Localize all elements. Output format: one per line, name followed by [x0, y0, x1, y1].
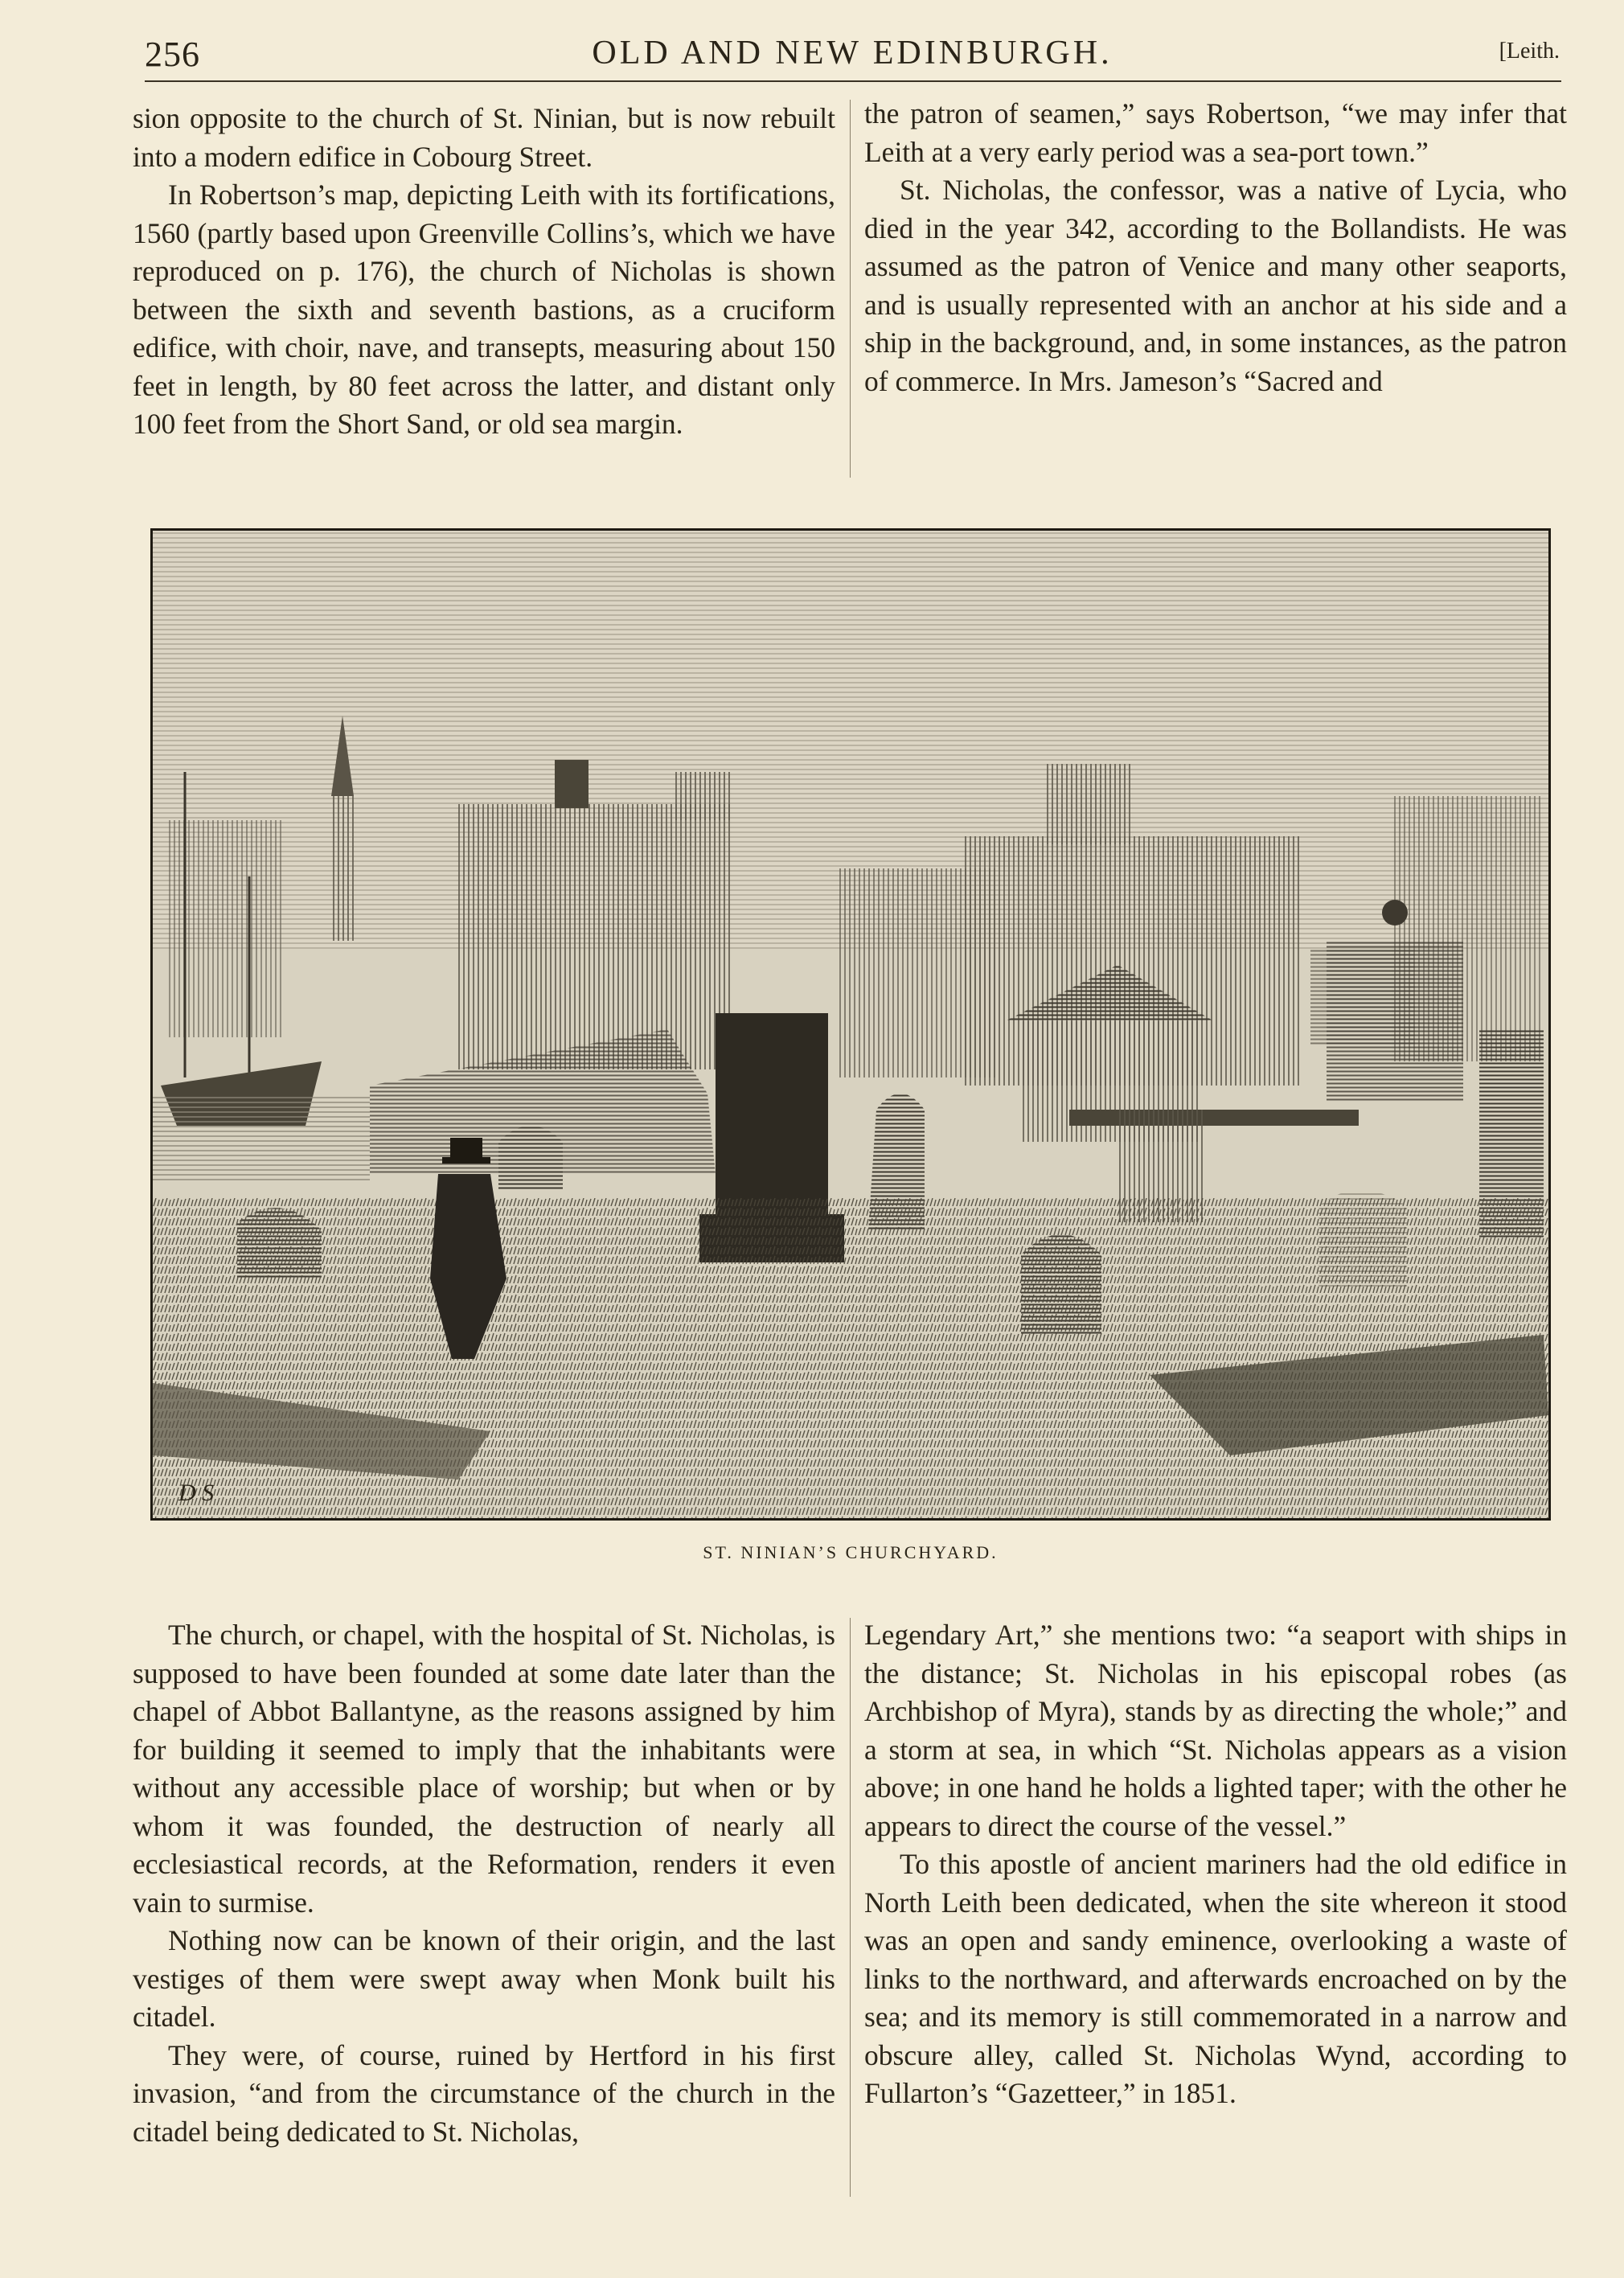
- figure-caption: ST. NINIAN’S CHURCHYARD.: [703, 1542, 999, 1562]
- column-top-right: [864, 95, 1567, 400]
- page-number: 256: [145, 35, 200, 74]
- running-head: [145, 31, 1560, 79]
- engraving-st-ninians-churchyard: [150, 528, 1551, 1521]
- churchyard-illustration: [153, 531, 1548, 1518]
- paragraph: To this apostle of ancient mariners had the old edifice in North Leith been dedicated, when the site whereon it stood was an open and sandy eminence, overlooking a waste of links to the northward, and afterwards encroached on by the sea; and its memory is still commemorated in a narrow and obscure alley, called St. Nicholas Wynd, according to Fullarton’s “Gazetteer,” in 1851.: [864, 1848, 1567, 2109]
- column-bottom-left: [133, 1616, 835, 2151]
- column-divider: [850, 1618, 851, 2197]
- paragraph: sion opposite to the church of St. Ninian, but is now rebuilt into a modern edifice in Cobourg Street.: [133, 102, 835, 173]
- paragraph: Nothing now can be known of their origin, and the last vestiges of them were swept away when Monk built his citadel.: [133, 1924, 835, 2033]
- header-rule: [145, 80, 1561, 82]
- running-title: OLD AND NEW EDINBURGH.: [592, 35, 1113, 72]
- paragraph: The church, or chapel, with the hospital of St. Nicholas, is supposed to have been founded at some date later than the chapel of Abbot Ballantyne, as the reasons assigned by him for building it seemed to imply that the inhabitants were without any accessible place of worship; but when or by whom it was founded, the destruction of nearly all ecclesiastical records, at the Reformation, renders it even vain to surmise.: [133, 1619, 835, 1919]
- column-divider: [850, 100, 851, 478]
- column-top-left: [133, 100, 835, 444]
- column-bottom-right: [864, 1616, 1567, 2113]
- engraver-signature: D S: [178, 1480, 215, 1506]
- section-tag: [Leith.: [1499, 39, 1560, 64]
- paragraph: In Robertson’s map, depicting Leith with its fortifications, 1560 (partly based upon Greenville Collins’s, which we have reproduced on p. 176), the church of Nicholas is shown between the sixth and seventh bastions, as a cruciform edifice, with choir, nave, and transepts, measuring about 150 feet in length, by 80 feet across the latter, and distant only 100 feet from the Short Sand, or old sea margin.: [133, 179, 835, 440]
- paragraph: St. Nicholas, the confessor, was a native of Lycia, who died in the year 342, according to the Bollandists. He was assumed as the patron of Venice and many other seaports, and is usually represented with an anchor at his side and a ship in the background, and, in some instances, as the patron of commerce. In Mrs. Jameson’s “Sacred and: [864, 174, 1567, 397]
- paragraph: They were, of course, ruined by Hertford in his first invasion, “and from the circumstance of the church in the citadel being dedicated to St. Nicholas,: [133, 2038, 835, 2148]
- paragraph: Legendary Art,” she mentions two: “a seaport with ships in the distance; St. Nicholas in his episcopal robes (as Archbishop of Myra), stands by as directing the whole;” and a storm at sea, in which “St. Nicholas appears as a vision above; in one hand he holds a lighted taper; with the other he appears to direct the course of the vessel.”: [864, 1619, 1567, 1842]
- paragraph: the patron of seamen,” says Robertson, “we may infer that Leith at a very early period was a sea-port town.”: [864, 97, 1567, 168]
